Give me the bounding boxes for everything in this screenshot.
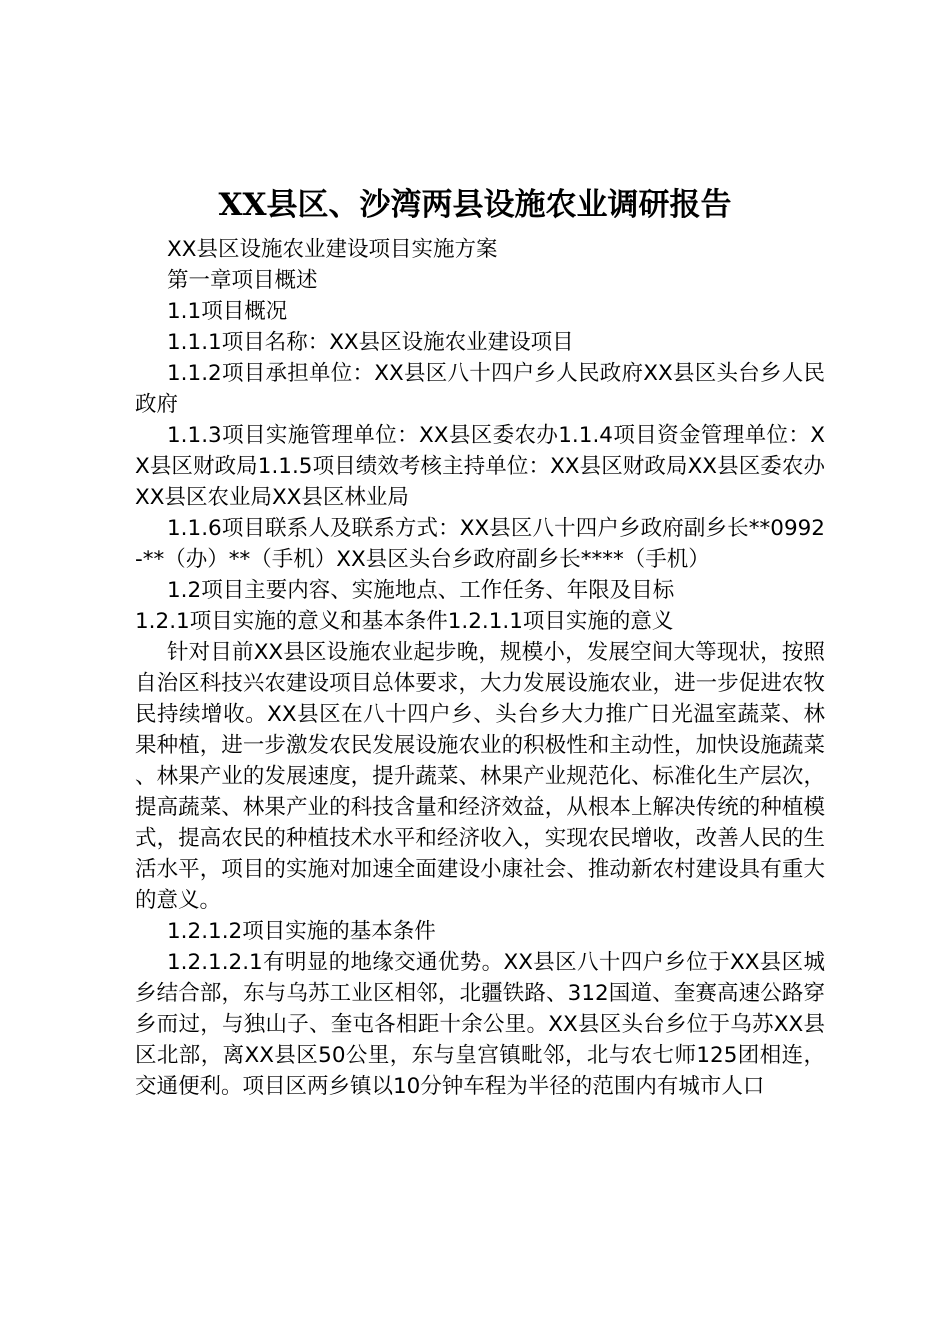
document-title: XX县区、沙湾两县设施农业调研报告 — [218, 187, 732, 223]
paragraph-plan-title: XX县区设施农业建设项目实施方案 — [167, 237, 498, 262]
paragraph-undertaking-units: 1.1.2项目承担单位：XX县区八十四户乡人民政府XX县区头台乡人民政府 — [135, 361, 825, 417]
paragraph-project-name: 1.1.1项目名称：XX县区设施农业建设项目 — [167, 330, 574, 355]
paragraph-location-advantage: 1.2.1.2.1有明显的地缘交通优势。XX县区八十四户乡位于XX县区城乡结合部，东与乌苏工业区相邻，北疆铁路、312国道、奎赛高速公路穿乡而过，与独山子、奎屯各相距十余公里。XX县区头台乡位于乌苏XX县区北部，离XX县区50公里，东与皇宫镇毗邻，北与农七师125团相连，交通便利。项目区两乡镇以10分钟车程为半径的范围内有城市人口 — [135, 950, 825, 1099]
paragraph-basic-conditions-heading: 1.2.1.2项目实施的基本条件 — [167, 919, 436, 944]
paragraph-section-1-2-1: 1.2.1项目实施的意义和基本条件1.2.1.1项目实施的意义 — [135, 609, 674, 634]
paragraph-section-1-2: 1.2项目主要内容、实施地点、工作任务、年限及目标 — [167, 578, 675, 603]
paragraph-section-1-1: 1.1项目概况 — [167, 299, 288, 324]
paragraph-contacts: 1.1.6项目联系人及联系方式：XX县区八十四户乡政府副乡长**0992-**（办）**（手机）XX县区头台乡政府副乡长****（手机） — [135, 516, 825, 572]
paragraph-chapter-heading: 第一章项目概述 — [167, 268, 318, 293]
paragraph-management-units: 1.1.3项目实施管理单位：XX县区委农办1.1.4项目资金管理单位：XX县区财政局1.1.5项目绩效考核主持单位：XX县区财政局XX县区委农办XX县区农业局XX县区林业局 — [135, 423, 825, 510]
paragraph-significance: 针对目前XX县区设施农业起步晚，规模小，发展空间大等现状，按照自治区科技兴农建设项目总体要求，大力发展设施农业，进一步促进农牧民持续增收。XX县区在八十四户乡、头台乡大力推广日光温室蔬菜、林果种植，进一步激发农民发展设施农业的积极性和主动性，加快设施蔬菜、林果产业的发展速度，提升蔬菜、林果产业规范化、标准化生产层次，提高蔬菜、林果产业的科技含量和经济效益，从根本上解决传统的种植模式，提高农民的种植技术水平和经济收入，实现农民增收，改善人民的生活水平，项目的实施对加速全面建设小康社会、推动新农村建设具有重大的意义。 — [135, 640, 825, 913]
document-body — [135, 234, 825, 1102]
